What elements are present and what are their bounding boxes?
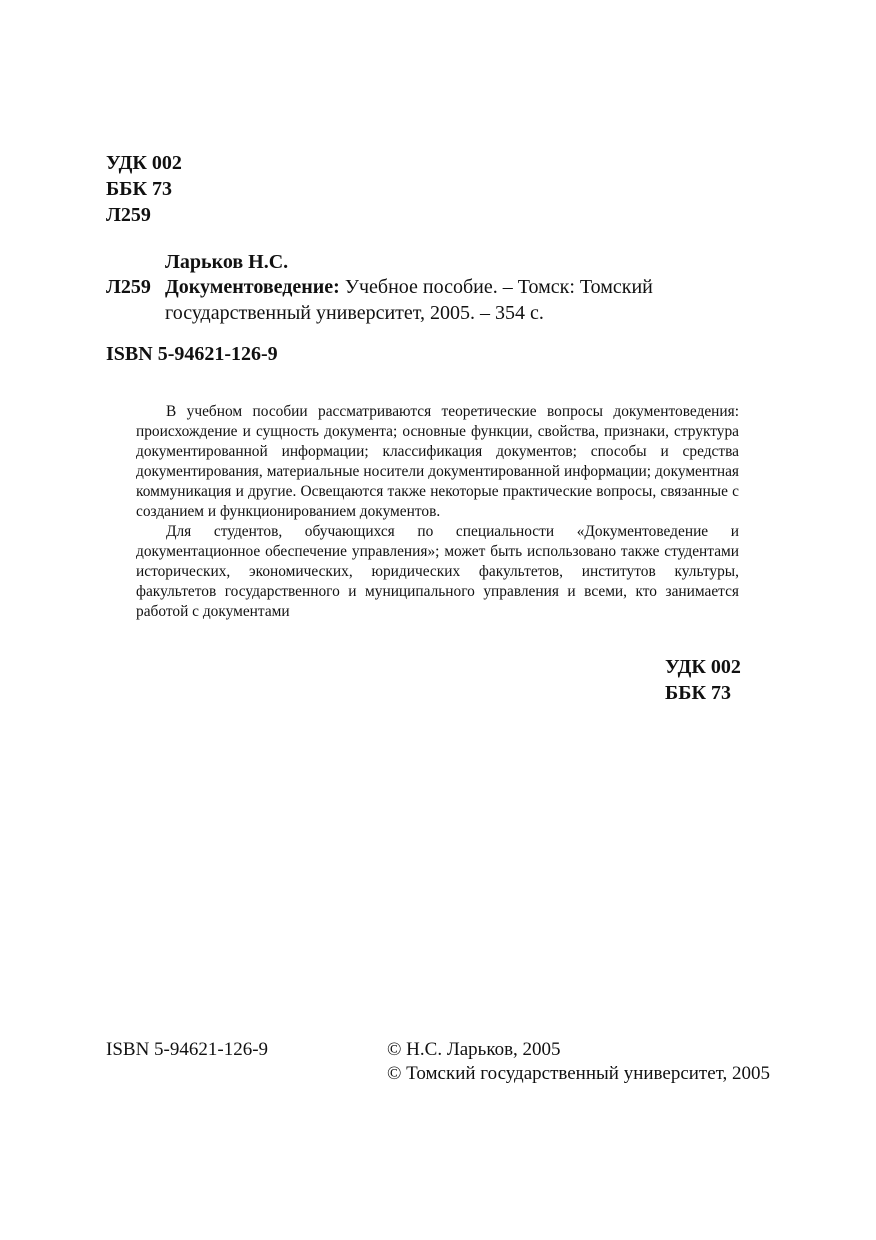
annotation — [136, 402, 739, 622]
bbk-code: ББК 73 — [106, 178, 172, 200]
author-mark: Л259 — [106, 204, 151, 226]
right-classification-codes — [665, 654, 741, 706]
annotation-paragraph: Для студентов, обучающихся по специальности «Документоведение и документационное обеспечение управления»; может быть использовано также студентами исторических, экономических, юридических факультетов, институтов культуры, факультетов государственного и муниципального управления и всеми, кто занимается работой с документами — [136, 523, 739, 620]
bbk-code-right: ББК 73 — [665, 682, 731, 704]
bibliographic-entry — [106, 274, 726, 326]
entry-author-mark: Л259 — [106, 276, 151, 298]
entry-body — [165, 274, 726, 326]
udk-code-right: УДК 002 — [665, 656, 741, 678]
entry-details: Учебное пособие. – Томск: Томский государственный университет, 2005. – 354 с. — [165, 276, 653, 324]
isbn-heading: ISBN 5-94621-126-9 — [106, 343, 278, 365]
copyright-author: © Н.С. Ларьков, 2005 — [387, 1039, 561, 1060]
annotation-paragraph: В учебном пособии рассматриваются теоретические вопросы документоведения: происхождение и сущность документа; основные функции, свойства, признаки, структура документированной информации; классификация документов; способы и средства документирования, материальные носители документированной информации; документная коммуникация и другие. Освещаются также некоторые практические вопросы, связанные с созданием и функционированием документов. — [136, 403, 739, 520]
author-name: Ларьков Н.С. — [165, 251, 289, 273]
copyright-block — [387, 1038, 770, 1086]
classification-codes — [106, 150, 182, 228]
copyright-university: © Томский государственный университет, 2005 — [387, 1063, 771, 1084]
udk-code: УДК 002 — [106, 152, 182, 174]
entry-title: Документоведение: — [165, 276, 340, 298]
isbn-footer: ISBN 5-94621-126-9 — [106, 1039, 269, 1060]
